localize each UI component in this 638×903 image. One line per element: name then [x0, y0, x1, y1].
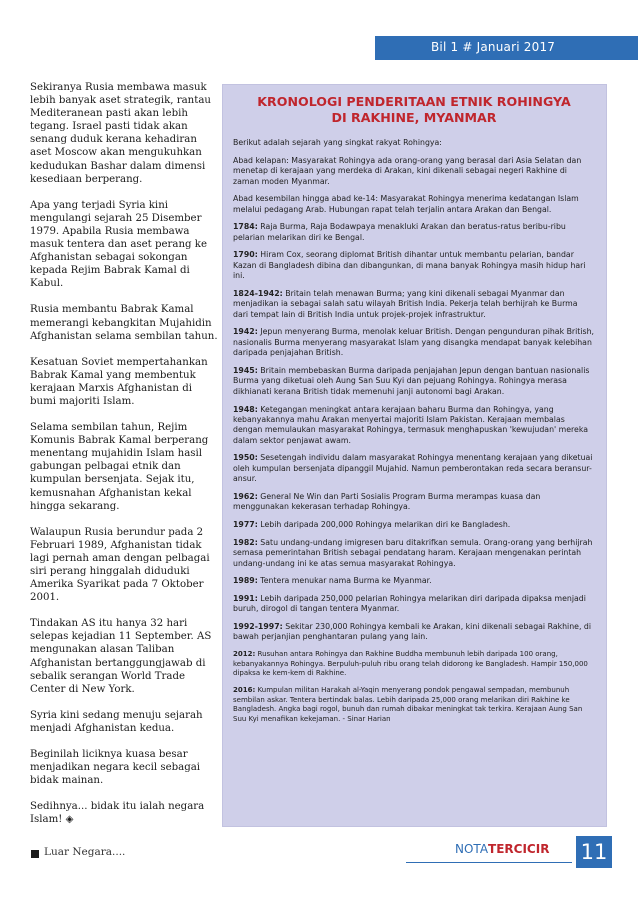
entry-year: 1982:	[233, 537, 258, 547]
article-paragraph: Beginilah liciknya kuasa besar menjadikan negara kecil sebagai bidak mainan.	[30, 749, 201, 787]
entry-text: General Ne Win dan Parti Sosialis Program Burma merampas kuasa dan menggunakan kekerasan terhadap Rohingya.	[233, 491, 541, 512]
entry-text: Tentera menukar nama Burma ke Myanmar.	[257, 576, 432, 586]
entry-text: Raja Burma, Raja Bodawpaya menakluki Arakan dan beratus-ratus beribu-ribu pelarian melarikan diri ke Bengal.	[233, 222, 566, 242]
chronology-entry	[233, 594, 595, 615]
chronology-entry	[233, 538, 595, 569]
entry-year: 1950:	[233, 453, 258, 463]
footer-section-label: Luar Negara....	[44, 846, 126, 858]
entry-text: Jepun menyerang Burma, menolak keluar British. Dengan pengunduran pihak British, nasionalis Burma menyerang masyarakat Islam yang disangka mendapat banyak kelebihan daripada penjajahan British.	[233, 327, 595, 358]
chronology-box	[222, 84, 607, 827]
entry-year: 1824-1942:	[233, 288, 283, 298]
entry-text: Hiram Cox, seorang diplomat British dihantar untuk membantu pelarian, bandar Kazan di Bangladesh dibina dan dibangunkan, di mana banyak Rohingya masih hidup hari ini.	[233, 250, 586, 281]
issue-label: Bil 1 # Januari 2017	[431, 40, 556, 54]
chronology-entry	[233, 650, 595, 679]
chronology-entry	[233, 576, 595, 586]
chronology-entry	[233, 492, 595, 513]
chronology-title-line: KRONOLOGI PENDERITAAN ETNIK ROHINGYA	[257, 94, 571, 109]
article-paragraph: Tindakan AS itu hanya 32 hari selepas kejadian 11 September. AS mengunakan alasan Taliban Afghanistan bertanggungjawab di sebalik serangan World Trade Center di New York.	[30, 618, 212, 695]
entry-year: 2012:	[233, 650, 256, 659]
chronology-entry	[233, 686, 595, 724]
chronology-entry: Abad kesembilan hingga abad ke-14: Masyarakat Rohingya menerima kedatangan Islam melalui pedagang Arab. Hubungan rapat telah terjalin antara Arakan dan Bengal.	[233, 194, 579, 214]
brand-logo	[455, 842, 549, 856]
entry-year: 2016:	[233, 686, 256, 695]
entry-text: Ketegangan meningkat antara kerajaan baharu Burma dan Rohingya, yang kebanyakannya mahu Arakan menyertai majoriti Islam Pakistan. Kerajaan membalas dengan memulaukan masyarakat Rohingya, termasuk menghapuskan 'kewujudan' mereka dalam sektor penjawat awam.	[233, 404, 589, 445]
chronology-entry	[233, 520, 595, 530]
brand-part-tercicir: TERCICIR	[488, 842, 550, 856]
entry-year: 1790:	[233, 250, 258, 260]
entry-text: Lebih daripada 250,000 pelarian Rohingya melarikan diri daripada dipaksa menjadi buruh, dirogol di tangan tentera Myanmar.	[233, 593, 586, 614]
chronology-entry	[233, 250, 595, 281]
page-number: 11	[576, 836, 612, 868]
article-paragraph: Walaupun Rusia berundur pada 2 Februari 1989, Afghanistan tidak lagi pernah aman dengan pelbagai siri perang hinggalah diduduki Amerika Syarikat pada 7 Oktober 2001.	[30, 526, 210, 604]
entry-year: 1942:	[233, 327, 258, 337]
footer-bullet-icon	[31, 850, 39, 858]
chronology-entry	[233, 405, 595, 447]
article-paragraph: Kesatuan Soviet mempertahankan Babrak Kamal yang membentuk kerajaan Marxis Afghanistan di bumi majoriti Islam.	[30, 356, 208, 407]
entry-year: 1977:	[233, 520, 258, 530]
chronology-title-line: DI RAKHINE, MYANMAR	[331, 110, 497, 125]
chronology-entry: Abad kelapan: Masyarakat Rohingya ada orang-orang yang berasal dari Asia Selatan dan menetap di kerajaan yang merdeka di Arakan, kini dikenali sebagai negeri Rakhine di zaman moden Myanmar.	[233, 155, 582, 186]
chronology-entry	[233, 453, 595, 484]
article-paragraph: Rusia membantu Babrak Kamal memerangi kebangkitan Mujahidin Afghanistan selama sembilan tahun.	[30, 304, 218, 342]
article-paragraph: Apa yang terjadi Syria kini mengulangi sejarah 25 Disember 1979. Apabila Rusia membawa masuk tentera dan aset perang ke Afghanistan sebagai sokongan kepada Rejim Babrak Kamal di Kabul.	[30, 199, 207, 290]
entry-year: 1945:	[233, 365, 258, 375]
entry-text: Sesetengah individu dalam masyarakat Rohingya menentang kerajaan yang diketuai oleh kumpulan bersenjata dipanggil Mujahid. Namun pemberontakan reda secara beransur-ansur.	[233, 453, 593, 484]
entry-year: 1992-1997:	[233, 622, 283, 632]
entry-text: Britain telah menawan Burma; yang kini dikenali sebagai Myanmar dan menjadikan ia sebagai salah satu wilayah British India. Pekerja telah berhijrah ke Burma dari tempat lain di British India untuk projek-projek infrastruktur.	[233, 288, 578, 319]
article-paragraph: Sedihnya... bidak itu ialah negara Islam! ◈	[30, 800, 219, 826]
entry-year: 1784:	[233, 222, 258, 232]
entry-year: 1989:	[233, 576, 258, 586]
entry-year: 1948:	[233, 404, 258, 414]
entry-year: 1991:	[233, 593, 258, 603]
entry-text: Kumpulan militan Harakah al-Yaqin menyerang pondok pengawal sempadan, membunuh sembilan askar. Tentera bertindak balas. Lebih daripada 25,000 orang melarikan diri Rakhine ke Bangladesh. Angka bagi rogol, bunuh dan rumah dibakar meningkat tak terkira. Kerajaan Aung San Suu Kyi menafikan kekejaman. - Sinar Harian	[233, 686, 583, 724]
chronology-entry	[233, 289, 595, 320]
entry-text: Britain membebaskan Burma daripada penjajahan Jepun dengan bantuan nasionalis Burma yang diketuai oleh Aung San Suu Kyi dan pejuang Rohingya. Rohingya merasa dikhianati kerana British tidak memenuhi janji autonomi bagi Arakan.	[233, 365, 590, 396]
brand-part-nota: NOTA	[455, 842, 489, 856]
article-paragraph: Sekiranya Rusia membawa masuk lebih banyak aset strategik, rantau Mediteranean pasti akan lebih tegang. Israel pasti tidak akan senang duduk kerana kehadiran aset Moscow akan mengukuhkan kedudukan Bashar dalam dimensi kesediaan berperang.	[30, 82, 211, 185]
entry-year: 1962:	[233, 491, 258, 501]
chronology-title	[233, 94, 595, 126]
article-paragraph: Selama sembilan tahun, Rejim Komunis Babrak Kamal berperang menentang mujahidin Islam hasil gabungan pelbagai etnik dan kumpulan bersenjata. Sejak itu, kemusnahan Afghanistan kekal hingga sekarang.	[30, 422, 209, 512]
entry-text: Rusuhan antara Rohingya dan Rakhine Buddha membunuh lebih daripada 100 orang, kebanyakannya Rohingya. Berpuluh-puluh ribu orang telah didorong ke Bangladesh. Hampir 150,000 dipaksa ke kem-kem di Rakhine.	[233, 650, 588, 678]
issue-header-bar	[375, 36, 638, 60]
chronology-entry	[233, 327, 595, 358]
chronology-entry	[233, 622, 595, 643]
entry-text: Lebih daripada 200,000 Rohingya melarikan diri ke Bangladesh.	[257, 520, 511, 530]
entry-text: Sekitar 230,000 Rohingya kembali ke Arakan, kini dikenali sebagai Rakhine, di bawah perjanjian penghantaran pulang yang lain.	[233, 622, 592, 642]
footer-divider	[406, 862, 572, 863]
chronology-entry	[233, 222, 595, 243]
chronology-intro: Berikut adalah sejarah yang singkat rakyat Rohingya:	[233, 138, 442, 147]
entry-text: Satu undang-undang imigresen baru ditakrifkan semula. Orang-orang yang berhijrah semasa pemerintahan British sebagai pendatang haram. Kerajaan mengenakan perintah undang-undang ini ke atas semua masyarakat Rohingya.	[233, 537, 593, 568]
article-left-column	[30, 81, 219, 840]
article-paragraph: Syria kini sedang menuju sejarah menjadi Afghanistan kedua.	[30, 709, 203, 734]
chronology-entry	[233, 366, 595, 397]
